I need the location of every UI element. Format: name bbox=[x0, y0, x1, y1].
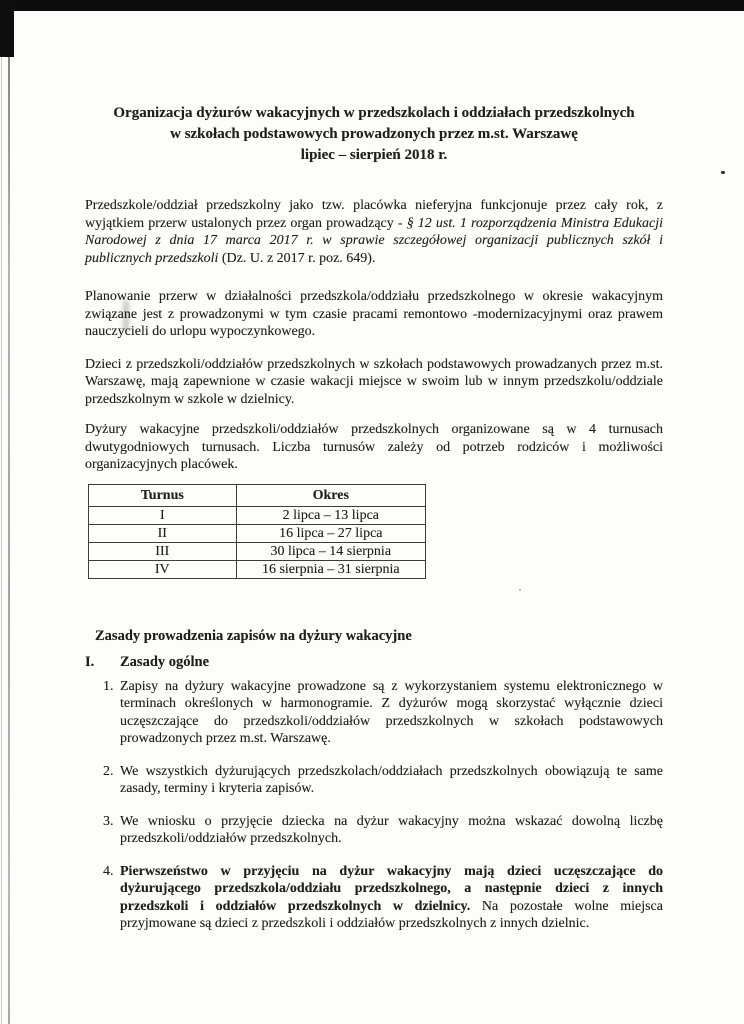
table-cell-turnus: I bbox=[89, 506, 237, 524]
table-row bbox=[89, 524, 426, 542]
subsection-label: Zasady ogólne bbox=[120, 654, 210, 670]
table-row bbox=[89, 542, 426, 560]
table-cell-okres: 30 lipca – 14 sierpnia bbox=[236, 542, 425, 560]
paragraph-planning: Planowanie przerw w działalności przedszkola/oddziału przedszkolnego w okresie wakacyjnym związane jest z prowadzonymi w tym czasie pracami remontowo -modernizacyjnymi oraz prawem nauczycieli do urlopu wypoczynkowego. bbox=[85, 289, 663, 339]
paragraph-turnus-info: Dyżury wakacyjne przedszkoli/oddziałów przedszkolnych organizowane są w 4 turnusach dwutygodniowych turnusach. Liczba turnusów zależy od potrzeb rodziców i możliwości organizacyjnych placówek. bbox=[85, 422, 663, 472]
scan-left-edge-line bbox=[8, 57, 10, 1024]
table-header-row bbox=[89, 484, 426, 506]
table-header-turnus: Turnus bbox=[89, 484, 237, 506]
list-item-text: Zapisy na dyżury wakacyjne prowadzone są z wykorzystaniem systemu elektronicznego w terminach określonych w harmonogramie. Z dyżurów mogą skorzystać wyłącznie dzieci uczęszczające do przedszkoli/oddziałów przedszkolnych w szkołach podstawowych prowadzonych przez m.st. Warszawę. bbox=[120, 678, 663, 746]
table-cell-turnus: IV bbox=[89, 560, 237, 578]
list-item-number: 2. bbox=[103, 763, 114, 779]
page-title-line-1: Organizacja dyżurów wakacyjnych w przedszkolach i oddziałach przedszkolnych bbox=[113, 105, 635, 121]
page-title-line-2: w szkołach podstawowych prowadzonych przez m.st. Warszawę bbox=[170, 126, 578, 142]
list-item-text: We wniosku o przyjęcie dziecka na dyżur wakacyjny można wskazać dowolną liczbę przedszkoli/oddziałów przedszkolnych. bbox=[120, 813, 663, 846]
page-title bbox=[85, 103, 663, 166]
paragraph-intro-legal-pre: Przedszkole/oddział przedszkolny jako tzw. placówka nieferyjna funkcjonuje przez cały rok, z wyjątkiem przerw ustalonych przez organ prowadzący - bbox=[85, 198, 663, 231]
document-content bbox=[85, 0, 663, 948]
table-header-okres: Okres bbox=[236, 484, 425, 506]
page-title-line-3: lipiec – sierpień 2018 r. bbox=[300, 147, 448, 163]
list-item bbox=[103, 863, 663, 933]
paragraph-intro-legal-post: (Dz. U. z 2017 r. poz. 649). bbox=[218, 250, 376, 266]
table-row bbox=[89, 560, 426, 578]
section-heading: Zasady prowadzenia zapisów na dyżury wakacyjne bbox=[95, 627, 412, 644]
list-item-number: 1. bbox=[103, 678, 114, 694]
list-item-text bbox=[120, 863, 663, 933]
subsection-numeral: I. bbox=[85, 654, 95, 670]
scan-corner-artifact bbox=[0, 0, 14, 57]
subsection-heading bbox=[85, 654, 663, 672]
rules-list bbox=[85, 678, 663, 933]
list-item bbox=[103, 813, 663, 848]
table-cell-okres: 16 lipca – 27 lipca bbox=[236, 524, 425, 542]
table-cell-turnus: III bbox=[89, 542, 237, 560]
table-cell-okres: 2 lipca – 13 lipca bbox=[236, 506, 425, 524]
list-item bbox=[103, 763, 663, 798]
scan-left-edge-faint-line bbox=[1, 57, 2, 1024]
table-row bbox=[89, 506, 426, 524]
list-item-normal-text: Na pozostałe wolne miejsca przyjmowane są dzieci z przedszkoli i oddziałów przedszkolnych z innych dzielnic. bbox=[120, 898, 663, 931]
list-item-number: 4. bbox=[103, 863, 114, 879]
paragraph-children-places: Dzieci z przedszkoli/oddziałów przedszkolnych w szkołach podstawowych prowadzanych przez m.st. Warszawę, mają zapewnione w czasie wakacji miejsce w swoim lub w innym przedszkolu/oddziale przedszkolnym w szkole w dzielnicy. bbox=[85, 356, 663, 407]
table-cell-okres: 16 sierpnia – 31 sierpnia bbox=[236, 560, 425, 578]
list-item-text: We wszystkich dyżurujących przedszkolach/oddziałach przedszkolnych obowiązują te same zasady, terminy i kryteria zapisów. bbox=[120, 763, 663, 796]
scan-speck bbox=[721, 171, 725, 174]
list-item-number: 3. bbox=[103, 813, 114, 829]
legal-citation-italic: § 12 ust. 1 rozporządzenia Ministra Edukacji Narodowej z dnia 17 marca 2017 r. w sprawie szczegółowej organizacji publicznych szkół i publicznych przedszkoli bbox=[85, 215, 663, 266]
table-cell-turnus: II bbox=[89, 524, 237, 542]
list-item bbox=[103, 678, 663, 748]
duty-periods-table bbox=[88, 484, 426, 579]
paragraph-intro-legal bbox=[85, 197, 663, 267]
list-item-bold-text: Pierwszeństwo w przyjęciu na dyżur wakacyjny mają dzieci uczęszczające do dyżurującego przedszkola/oddziału przedszkolnego, a następnie dzieci z innych przedszkoli i oddziałów przedszkolnych w dzielnicy. bbox=[120, 863, 663, 914]
